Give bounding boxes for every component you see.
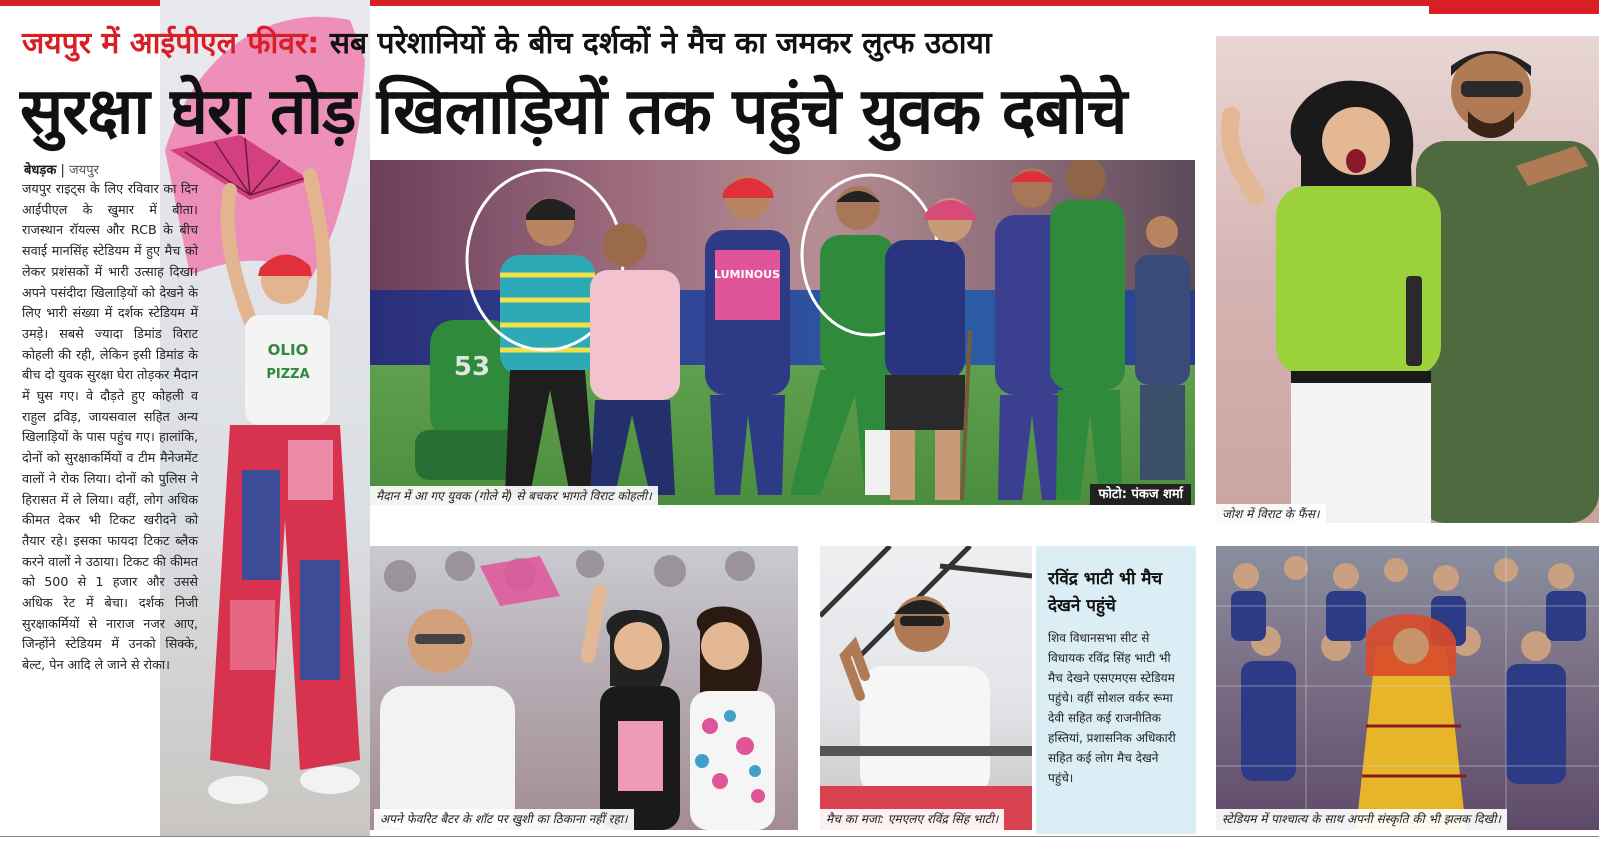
photo-caption: जोश में विराट के फैंस। xyxy=(1216,504,1326,523)
sidebar-body: शिव विधानसभा सीट से विधायक रविंद्र सिंह भाटी भी मैच देखने एसएमएस स्टेडियम पहुंचे। वहीं सोशल वर्कर रूमा देवी सहित कई राजनीतिक हस्तियां, प्रशासनिक अधिकारी सहित कई लोग मैच देखने पहुंचे। xyxy=(1048,631,1176,785)
players-illustration xyxy=(370,160,1195,505)
sponsor-text: LUMINOUS xyxy=(714,268,780,281)
jersey-number: 53 xyxy=(453,352,491,382)
fans-illustration xyxy=(1216,36,1599,523)
byline xyxy=(24,160,99,178)
photo-virat-fans xyxy=(1216,36,1599,523)
crowd-illustration xyxy=(370,546,798,830)
sidebar-title: रविंद्र भाटी भी मैच देखने पहुंचे xyxy=(1048,569,1163,616)
sidebar-box xyxy=(1036,546,1196,834)
photo-crowd-celebrating xyxy=(370,546,798,830)
headline: सुरक्षा घेरा तोड़ खिलाड़ियों तक पहुंचे युवक दबोचे xyxy=(20,75,1127,149)
photo-credit: फोटो: पंकज शर्मा xyxy=(1090,484,1191,505)
photo-caption: अपने फेवरिट बैटर के शॉट पर खुशी का ठिकाना नहीं रहा। xyxy=(374,809,634,830)
article-body: जयपुर राइट्स के लिए रविवार का दिन आईपीएल के खुमार में बीता। राजस्थान रॉयल्स और RCB के बीच सवाई मानसिंह स्टेडियम में हुए मैच को लेकर प्रशंसकों में भारी उत्साह दिखा। अपने पसंदीदा खिलाड़ियों को देखने के लिए भारी संख्या में दर्शक स्टेडियम में उमड़े। सबसे ज्यादा डिमांड विराट कोहली की रही, लेकिन इसी डिमांड के बीच दो युवक सुरक्षा घेरा तोड़कर मैदान में घुस गए। वे दौड़ते हुए कोहली व राहुल द्रविड़, जायसवाल सहित अन्य खिलाड़ियों के पास पहुंच गए। हालांकि, दोनों को सुरक्षाकर्मियों व टीम मैनेजमेंट वालों ने रोक लिया। दोनों को पुलिस ने हिरासत में ले लिया। वहीं, लोग अधिक कीमत देकर भी टिकट खरीदने को तैयार रहे। इसका फायदा टिकट ब्लैक करने वालों ने उठाया। टिकट की कीमत को 500 से 1 हजार और उससे अधिक रेट में बेचा। दर्शक निजी सुरक्षाकर्मियों से नाराज नजर आए, जिन्होंने स्टेडियम में उनको सिक्के, बेल्ट, पेन आदि ले जाने से रोका। xyxy=(22,181,198,673)
byline-separator: | xyxy=(60,163,65,178)
photo-mla-ravindra-bhati xyxy=(820,546,1032,830)
byline-city: जयपुर xyxy=(69,163,99,178)
photo-invasion-on-field xyxy=(370,160,1195,505)
masthead-logo-fragment xyxy=(1429,0,1599,14)
bhati-illustration xyxy=(820,546,1032,830)
photo-culture-crowd xyxy=(1216,546,1599,830)
kicker-label: जयपुर में आईपीएल फीवर: xyxy=(22,26,320,61)
bottom-rule xyxy=(0,836,1599,837)
culture-crowd-illustration xyxy=(1216,546,1599,830)
kicker-text: सब परेशानियों के बीच दर्शकों ने मैच का जमकर लुत्फ उठाया xyxy=(329,26,992,61)
photo-caption: मैदान में आ गए युवक (गोले में) से बचकर भागते विराट कोहली। xyxy=(370,486,658,505)
photo-caption: मैच का मजा: एमएलए रविंद्र सिंह भाटी। xyxy=(820,809,1004,830)
byline-brand: बेधड़क xyxy=(24,163,57,178)
kicker-line xyxy=(22,24,1252,64)
svg-text:PIZZA: PIZZA xyxy=(266,367,310,382)
shirt-logo-text: OLIO xyxy=(267,341,309,359)
photo-caption: स्टेडियम में पाश्चात्य के साथ अपनी संस्कृति की भी झलक दिखी। xyxy=(1216,809,1507,830)
